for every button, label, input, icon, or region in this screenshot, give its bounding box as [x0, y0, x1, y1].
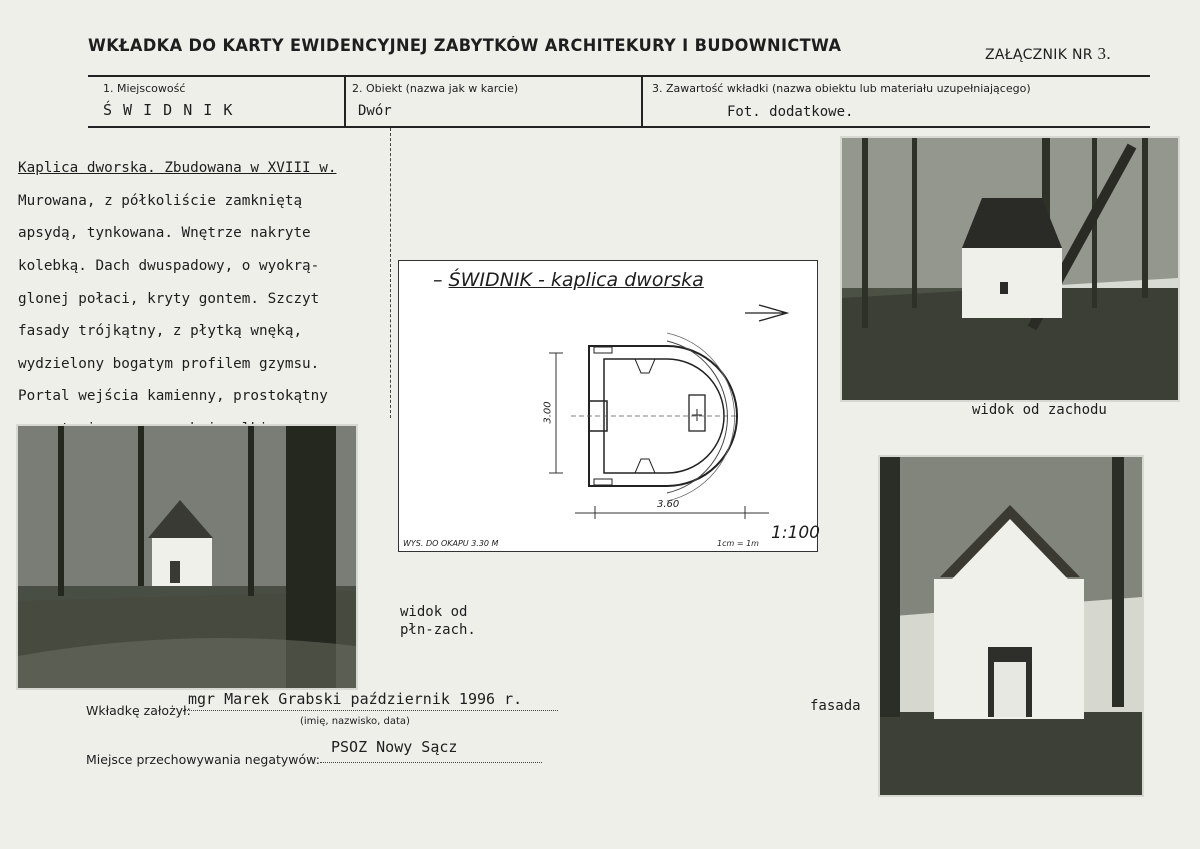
caption-west: widok od zachodu	[972, 402, 1107, 418]
storage-value: PSOZ Nowy Sącz	[331, 738, 458, 756]
object-label: 2. Obiekt (nazwa jak w karcie)	[352, 82, 519, 95]
storage-line	[320, 762, 542, 763]
annex-label-text: ZAŁĄCZNIK NR	[985, 47, 1093, 63]
caption-northwest-1: widok od	[400, 604, 468, 620]
plan-sketch	[399, 261, 817, 551]
plan-title: – ŚWIDNIK - kaplica dworska	[433, 269, 704, 291]
object-value: Dwór	[358, 103, 392, 119]
locality-label: 1. Miejscowość	[103, 82, 186, 95]
photo-west-view	[840, 136, 1180, 402]
description-line: wydzielony bogatym profilem gzymsu.	[18, 355, 320, 372]
description-line: Murowana, z półkoliście zamkniętą	[18, 192, 303, 209]
caption-northwest-2: płn-zach.	[400, 622, 476, 638]
chapel-photo-image	[880, 457, 1142, 795]
content-value: Fot. dodatkowe.	[727, 104, 854, 120]
form-title: WKŁADKA DO KARTY EWIDENCYJNEJ ZABYTKÓW ARCHITEKURY I BUDOWNICTWA	[88, 36, 842, 55]
annex-label	[985, 44, 1111, 64]
plan-title-text: ŚWIDNIK - kaplica dworska	[448, 269, 704, 291]
chapel-photo-image	[18, 426, 356, 688]
photo-northwest-view	[16, 424, 358, 690]
author-value: mgr Marek Grabski październik 1996 r.	[188, 690, 523, 708]
locality-value: Ś W I D N I K	[103, 101, 234, 119]
author-line	[183, 710, 558, 711]
description-line: Portal wejścia kamienny, prostokątny	[18, 388, 328, 405]
description-line: fasady trójkątny, z płytką wnęką,	[18, 323, 303, 340]
scale: 1:100	[771, 523, 820, 543]
north-arrow-icon	[745, 305, 787, 321]
author-label: Wkładkę założył:	[86, 703, 191, 718]
author-hint: (imię, nazwisko, data)	[300, 716, 410, 727]
header-rule-bottom	[88, 126, 1150, 128]
dimension-vertical: 3.00	[542, 401, 554, 424]
content-label: 3. Zawartość wkładki (nazwa obiektu lub materiału uzupełniającego)	[652, 82, 1031, 95]
field-divider-2	[641, 75, 643, 127]
description-line: glonej połaci, kryty gontem. Szczyt	[18, 290, 320, 307]
field-divider-1	[344, 75, 346, 127]
floor-plan-drawing	[398, 260, 818, 552]
height-note: WYS. DO OKAPU 3.30 M	[403, 539, 499, 548]
scale-note: 1cm = 1m	[717, 539, 759, 548]
caption-facade: fasada	[810, 698, 861, 714]
header-rule-top	[88, 75, 1150, 77]
chapel-photo-image	[842, 138, 1178, 400]
photo-facade	[878, 455, 1144, 797]
dimension-horizontal: 3.60	[657, 499, 680, 510]
description-line: kolebką. Dach dwuspadowy, o wyokrą-	[18, 258, 320, 275]
description-line: Kaplica dworska. Zbudowana w XVIII w.	[18, 160, 337, 177]
annex-number: 3.	[1097, 44, 1111, 63]
storage-label: Miejsce przechowywania negatywów:	[86, 752, 320, 767]
description-line: apsydą, tynkowana. Wnętrze nakryte	[18, 225, 311, 242]
